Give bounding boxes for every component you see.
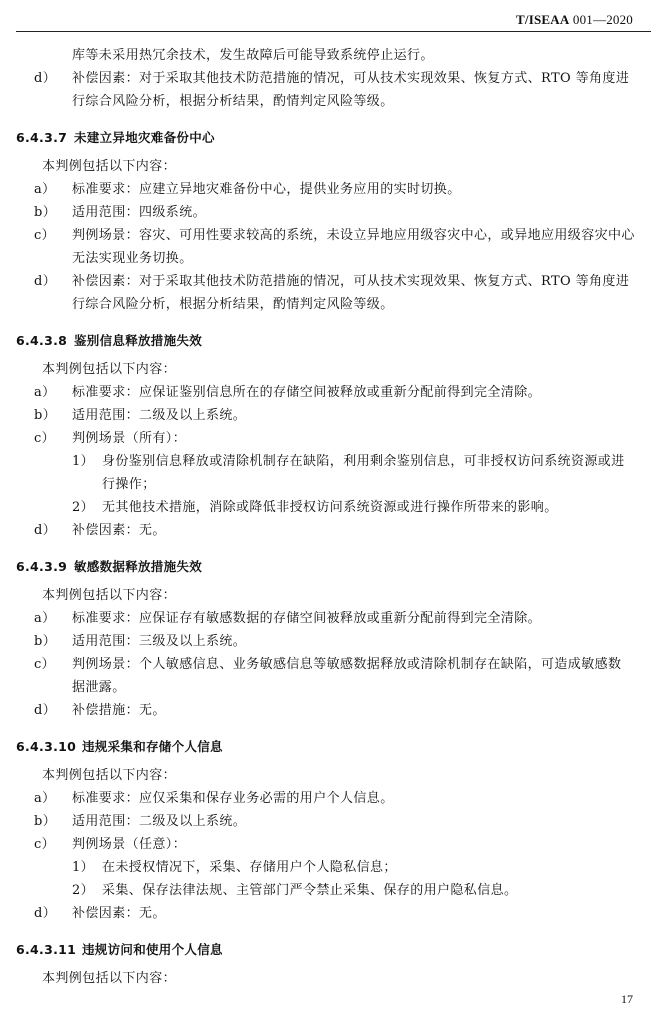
intro-line [16, 967, 651, 990]
item-text: 标准要求：应保证鉴别信息所在的存储空间被释放或重新分配前得到完全清除。 [72, 385, 542, 400]
list-item-line [16, 699, 651, 722]
item-text: 补偿因素：无。 [72, 523, 166, 538]
item-text: 判例场景（所有）： [72, 431, 187, 446]
sub-item-line [16, 450, 651, 473]
item-text: 判例场景（任意）： [72, 837, 187, 852]
section-heading [16, 555, 651, 578]
intro-text: 本判例包括以下内容： [42, 971, 177, 986]
section-title: 未建立异地灾难备份中心 [74, 130, 215, 145]
section-heading [16, 938, 651, 961]
item-text: 判例场景：容灾、可用性要求较高的系统，未设立异地应用级容灾中心，或异地应用级容灾中心 [72, 228, 635, 243]
item-text: 无法实现业务切换。 [72, 251, 193, 266]
item-marker: 2） [72, 500, 95, 515]
section-number: 6.4.3.8 [16, 333, 68, 348]
item-marker: d） [34, 703, 57, 718]
section-number: 6.4.3.11 [16, 942, 77, 957]
intro-line [16, 584, 651, 607]
list-item-line [16, 247, 651, 270]
item-marker: d） [34, 523, 57, 538]
item-text: 身份鉴别信息释放或清除机制存在缺陷，利用剩余鉴别信息，可非授权访问系统资源或进 [102, 454, 625, 469]
item-marker: a） [34, 182, 56, 197]
item-text: 无其他技术措施，消除或降低非授权访问系统资源或进行操作所带来的影响。 [102, 500, 558, 515]
item-text: 库等未采用热冗余技术，发生故障后可能导致系统停止运行。 [72, 48, 434, 63]
item-marker: d） [34, 71, 57, 86]
section-title: 鉴别信息释放措施失效 [74, 333, 203, 348]
list-item-line [16, 902, 651, 925]
section-number: 6.4.3.9 [16, 559, 68, 574]
list-item-line [16, 676, 651, 699]
intro-text: 本判例包括以下内容： [42, 159, 177, 174]
list-item-line [16, 381, 651, 404]
item-text: 补偿因素：对于采取其他技术防范措施的情况，可从技术实现效果、恢复方式、RTO 等角度进 [72, 274, 630, 289]
item-marker: c） [34, 431, 56, 446]
list-item-line [16, 810, 651, 833]
item-marker: 2） [72, 883, 95, 898]
page-number: 17 [621, 992, 633, 1006]
section-title: 违规访问和使用个人信息 [82, 942, 223, 957]
list-item-line [16, 270, 651, 293]
sub-item-line [16, 473, 651, 496]
item-text: 采集、保存法律法规、主管部门严令禁止采集、保存的用户隐私信息。 [102, 883, 518, 898]
item-marker: c） [34, 657, 56, 672]
list-item-line [16, 90, 651, 113]
list-item-line [16, 404, 651, 427]
list-item-line [16, 293, 651, 316]
section-number: 6.4.3.10 [16, 739, 77, 754]
list-item-line [16, 224, 651, 247]
item-text: 标准要求：应保证存有敏感数据的存储空间被释放或重新分配前得到完全清除。 [72, 611, 542, 626]
section-heading [16, 126, 651, 149]
item-text: 行综合风险分析，根据分析结果，酌情判定风险等级。 [72, 297, 394, 312]
item-text: 据泄露。 [72, 680, 126, 695]
list-item-line [16, 630, 651, 653]
list-item-line [16, 833, 651, 856]
sub-item-line [16, 879, 651, 902]
item-marker: d） [34, 274, 57, 289]
list-item-line [16, 427, 651, 450]
item-text: 适用范围：二级及以上系统。 [72, 408, 247, 423]
item-text: 标准要求：应建立异地灾难备份中心，提供业务应用的实时切换。 [72, 182, 461, 197]
header-rule [16, 31, 651, 32]
item-marker: b） [34, 205, 57, 220]
intro-text: 本判例包括以下内容： [42, 768, 177, 783]
item-marker: b） [34, 814, 57, 829]
intro-text: 本判例包括以下内容： [42, 588, 177, 603]
document-header [516, 12, 633, 28]
section-number: 6.4.3.7 [16, 130, 68, 145]
section-title: 违规采集和存储个人信息 [82, 739, 223, 754]
item-marker: d） [34, 906, 57, 921]
item-text: 适用范围：三级及以上系统。 [72, 634, 247, 649]
section-heading [16, 735, 651, 758]
item-text: 补偿因素：无。 [72, 906, 166, 921]
document-body [16, 44, 651, 990]
intro-text: 本判例包括以下内容： [42, 362, 177, 377]
list-item-line [16, 178, 651, 201]
item-marker: 1） [72, 454, 95, 469]
section-title: 敏感数据释放措施失效 [74, 559, 203, 574]
item-marker: c） [34, 228, 56, 243]
item-text: 适用范围：二级及以上系统。 [72, 814, 247, 829]
item-text: 补偿因素：对于采取其他技术防范措施的情况，可从技术实现效果、恢复方式、RTO 等角度进 [72, 71, 630, 86]
list-item-line [16, 44, 651, 67]
list-item-line [16, 607, 651, 630]
list-item-line [16, 519, 651, 542]
intro-line [16, 764, 651, 787]
item-marker: b） [34, 408, 57, 423]
list-item-line [16, 201, 651, 224]
section-heading [16, 329, 651, 352]
item-text: 判例场景：个人敏感信息、业务敏感信息等敏感数据释放或清除机制存在缺陷，可造成敏感数 [72, 657, 622, 672]
list-item-line [16, 653, 651, 676]
item-text: 行综合风险分析，根据分析结果，酌情判定风险等级。 [72, 94, 394, 109]
item-marker: a） [34, 791, 56, 806]
intro-line [16, 358, 651, 381]
item-marker: 1） [72, 860, 95, 875]
item-text: 行操作； [102, 477, 156, 492]
item-marker: a） [34, 385, 56, 400]
item-text: 标准要求：应仅采集和保存业务必需的用户个人信息。 [72, 791, 394, 806]
item-marker: b） [34, 634, 57, 649]
standard-number: 001—2020 [572, 12, 633, 27]
intro-line [16, 155, 651, 178]
list-item-line [16, 787, 651, 810]
item-text: 补偿措施：无。 [72, 703, 166, 718]
sub-item-line [16, 496, 651, 519]
standard-id: T/ISEAA [516, 12, 570, 27]
sub-item-line [16, 856, 651, 879]
list-item-line [16, 67, 651, 90]
item-text: 在未授权情况下，采集、存储用户个人隐私信息； [102, 860, 397, 875]
item-marker: a） [34, 611, 56, 626]
item-marker: c） [34, 837, 56, 852]
item-text: 适用范围：四级系统。 [72, 205, 207, 220]
